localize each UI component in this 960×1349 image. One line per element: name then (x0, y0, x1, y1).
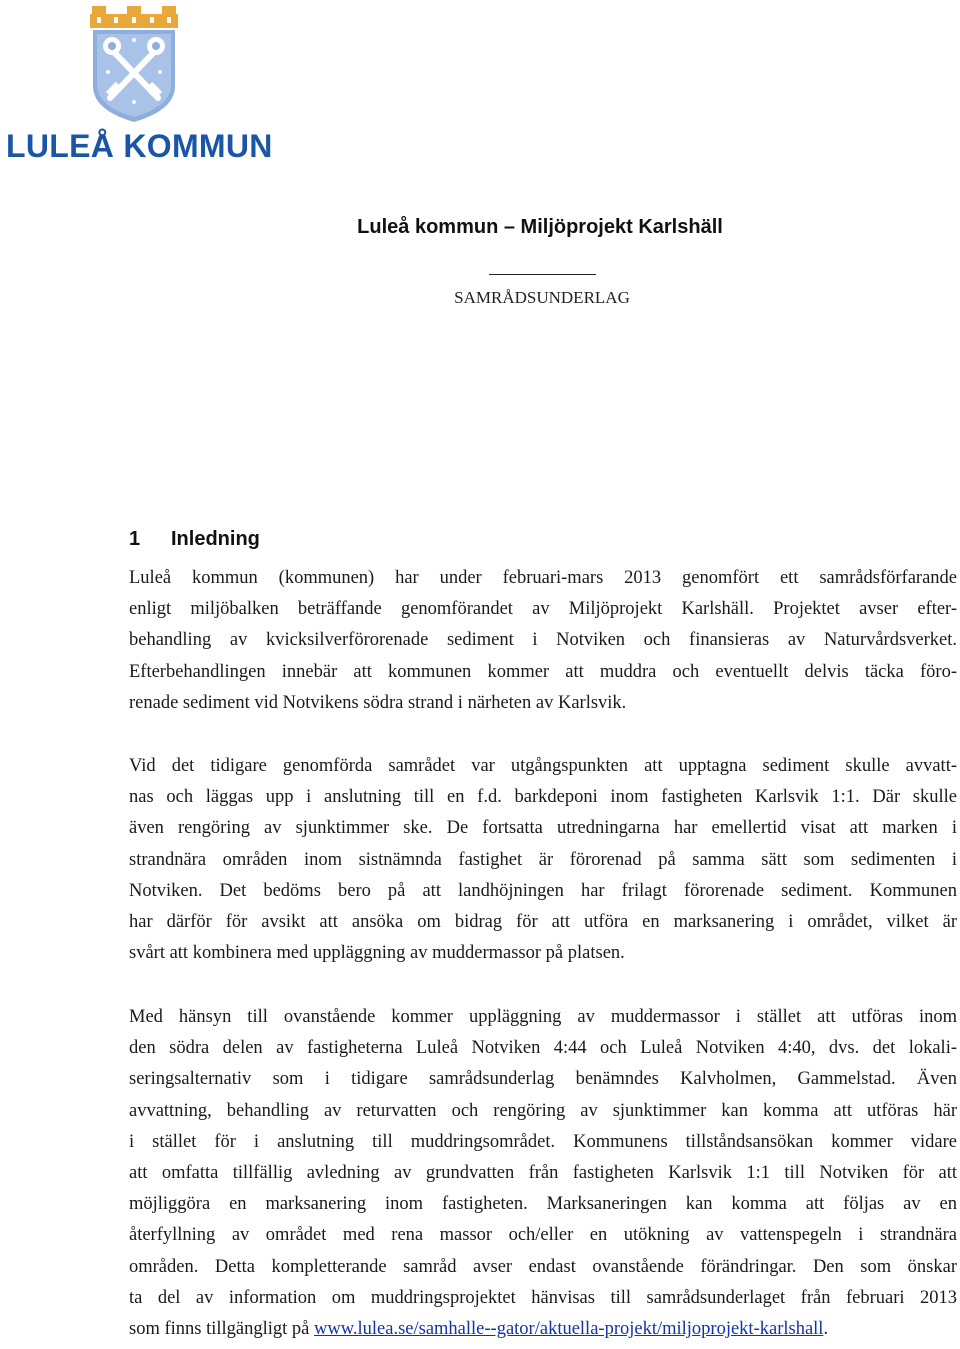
link-prefix: som finns tillgängligt på (129, 1318, 314, 1339)
text-line: svårt att kombinera med uppläggning av muddermassor på platsen. (129, 943, 625, 964)
text-line: seringsalternativ som i tidigare samrådsunderlag benämndes Kalvholmen, Gammelstad. Även (129, 1069, 957, 1090)
text-line: även rengöring av sjunktimmer ske. De fortsatta utredningarna har emellertid visat att marken i (129, 818, 957, 839)
text-line: att omfatta tillfällig avledning av grundvatten från fastigheten Karlsvik 1:1 till Notviken för att (129, 1162, 957, 1183)
text-line: möjliggöra en marksanering inom fastigheten. Marksaneringen kan komma att följas av en (129, 1194, 957, 1215)
section-heading (129, 528, 260, 551)
link-suffix: . (823, 1318, 829, 1339)
section-number: 1 (129, 528, 141, 550)
text-line: Luleå kommun (kommunen) har under februari-mars 2013 genomfört ett samrådsförfarande (129, 568, 957, 588)
lulea-kommun-logo (0, 0, 273, 165)
text-line: nas och läggas upp i anslutning till en f.d. barkdeponi inom fastigheten Karlsvik 1:1. Där skulle (129, 787, 957, 808)
paragraph-1 (129, 563, 957, 719)
text-line: har därför för avsikt att ansöka om bidrag för att utföra en marksanering i området, vilket är (129, 911, 957, 932)
text-line: Vid det tidigare genomförda samrådet var utgångspunkten att upptagna sediment skulle avvatt- (129, 756, 957, 776)
project-link[interactable]: www.lulea.se/samhalle--gator/aktuella-projekt/miljoprojekt-karlshall (314, 1318, 824, 1339)
text-line: enligt miljöbalken beträffande genomförandet av Miljöprojekt Karlshäll. Projektet avser efter- (129, 599, 957, 620)
text-line: Efterbehandlingen innebär att kommunen kommer att muddra och eventuellt delvis täcka föro- (129, 661, 957, 682)
text-line: i stället för i anslutning till muddringsområdet. Kommunens tillståndsansökan kommer vidare (129, 1131, 957, 1152)
text-line-with-link (129, 1314, 957, 1345)
text-line: återfyllning av området med rena massor och/eller en utökning av vattenspegeln i strandnära (129, 1225, 957, 1246)
text-line: områden. Detta kompletterande samråd avser endast ovanstående förändringar. Den som önskar (129, 1256, 957, 1277)
text-line: behandling av kvicksilverförorenade sediment i Notviken och finansieras av Naturvårdsverket. (129, 630, 957, 651)
document-title: Luleå kommun – Miljöprojekt Karlshäll (357, 216, 723, 238)
text-line: avvattning, behandling av returvatten och rengöring av sjunktimmer kan komma att utföras här (129, 1100, 957, 1121)
text-line: renade sediment vid Notvikens södra strand i närheten av Karlsvik. (129, 692, 627, 713)
text-line: strandnära områden inom sistnämnda fastighet är förorenad på samma sätt som sedimenten i (129, 849, 957, 870)
text-line: Notviken. Det bedöms bero på att landhöjningen har frilagt förorenade sediment. Kommunen (129, 880, 957, 901)
logo-text: LULEÅ KOMMUN (6, 128, 273, 164)
paragraph-2 (129, 751, 957, 969)
text-line: Med hänsyn till ovanstående kommer uppläggning av muddermassor i stället att utföras inom (129, 1007, 957, 1027)
text-line: ta del av information om muddringsprojektet hänvisas till samrådsunderlaget från februari 2013 (129, 1287, 957, 1308)
crest-icon (88, 2, 180, 124)
document-subtitle: SAMRÅDSUNDERLAG (454, 288, 630, 307)
title-divider (489, 274, 596, 275)
text-line: den södra delen av fastigheterna Luleå Notviken 4:44 och Luleå Notviken 4:40, dvs. det lokali- (129, 1038, 957, 1059)
section-title: Inledning (171, 528, 260, 550)
paragraph-3 (129, 1002, 957, 1345)
